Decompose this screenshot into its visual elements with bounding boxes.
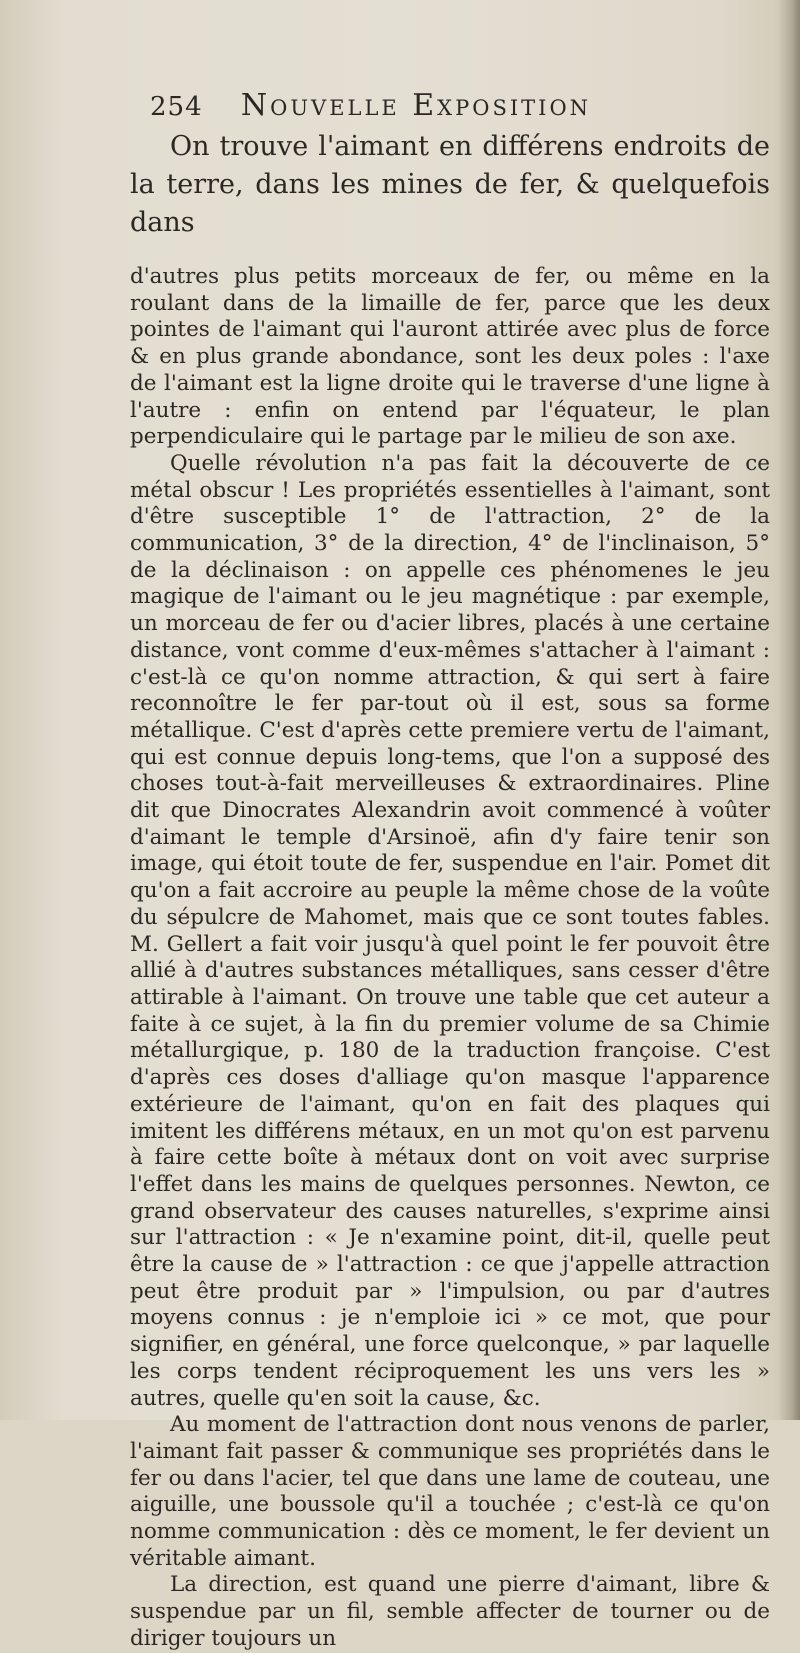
paragraph-4: Au moment de l'attraction dont nous venons de parler, l'aimant fait passer & communique ses propriétés dans le fer ou dans l'acier, tel que dans une lame de couteau, une aiguille, une boussole qu'il a touchée ; c'est-là ce qu'on nomme communication : dès ce moment, le fer devient un véritable aimant. xyxy=(130,1412,770,1571)
paragraph-1: On trouve l'aimant en différens endroits de la terre, dans les mines de fer, & quelquefois dans xyxy=(130,131,770,238)
page-number: 254 xyxy=(150,92,203,122)
paragraph-3: Quelle révolution n'a pas fait la découverte de ce métal obscur ! Les propriétés essentielles à l'aimant, sont d'être susceptible 1° de l'attraction, 2° de la communication, 3° de la direction, 4° de l'inclinaison, 5° de la déclinaison : on appelle ces phénomenes le jeu magique de l'aimant ou le jeu magnétique : par exemple, un morceau de fer ou d'acier libres, placés à une certaine distance, vont comme d'eux-mêmes s'attacher à l'aimant : c'est-là ce qu'on nomme attraction, & qui sert à faire reconnoître le fer par-tout où il est, sous sa forme métallique. C'est d'après cette premiere vertu de l'aimant, qui est connue depuis long-tems, que l'on a supposé des choses tout-à-fait merveilleuses & extraordinaires. Pline dit que Dinocrates Alexandrin avoit commencé à voûter d'aimant le temple d'Arsinoë, afin d'y faire tenir son image, qui étoit toute de fer, suspendue en l'air. Pomet dit qu'on a fait accroire au peuple la même chose de la voûte du sépulcre de Mahomet, mais que ce sont toutes fables. M. Gellert a fait voir jusqu'à quel point le fer pouvoit être allié à d'autres substances métalliques, sans cesser d'être attirable à l'aimant. On trouve une table que cet auteur a faite à ce sujet, à la fin du premier volume de sa Chimie métallurgique, p. 180 de la traduction françoise. C'est d'après ces doses d'alliage qu'on masque l'apparence extérieure de l'aimant, qu'on en fait des plaques qui imitent les différens métaux, en un mot qu'on est parvenu à faire cette boîte à métaux dont on voit avec surprise l'effet dans les mains de quelques personnes. Newton, ce grand observateur des causes naturelles, s'exprime ainsi sur l'attraction : « Je n'examine point, dit-il, quelle peut être la cause de » l'attraction : ce que j'appelle attraction peut être produit par » l'impulsion, ou par d'autres moyens connus : je n'emploie ici » ce mot, que pour signifier, en général, une force quelconque, » par laquelle les corps tendent réciproquement les uns vers les » autres, quelle qu'en soit la cause, &c. xyxy=(130,450,770,1411)
page-edge-shadow xyxy=(778,0,800,1420)
running-head xyxy=(150,88,710,132)
paragraph-5: La direction, est quand une pierre d'aimant, libre & suspendue par un fil, semble affecter de tourner ou de diriger toujours un xyxy=(130,1572,770,1651)
body-text xyxy=(130,128,770,1653)
running-title: Nouvelle Exposition xyxy=(240,88,592,123)
paragraph-2: d'autres plus petits morceaux de fer, ou même en la roulant dans de la limaille de fer, parce que les deux pointes de l'aimant qui l'auront attirée avec plus de force & en plus grande abondance, sont les deux poles : l'axe de l'aimant est la ligne droite qui le traverse d'une ligne à l'autre : enfin on entend par l'équateur, le plan perpendiculaire qui le partage par le milieu de son axe. xyxy=(130,264,770,450)
